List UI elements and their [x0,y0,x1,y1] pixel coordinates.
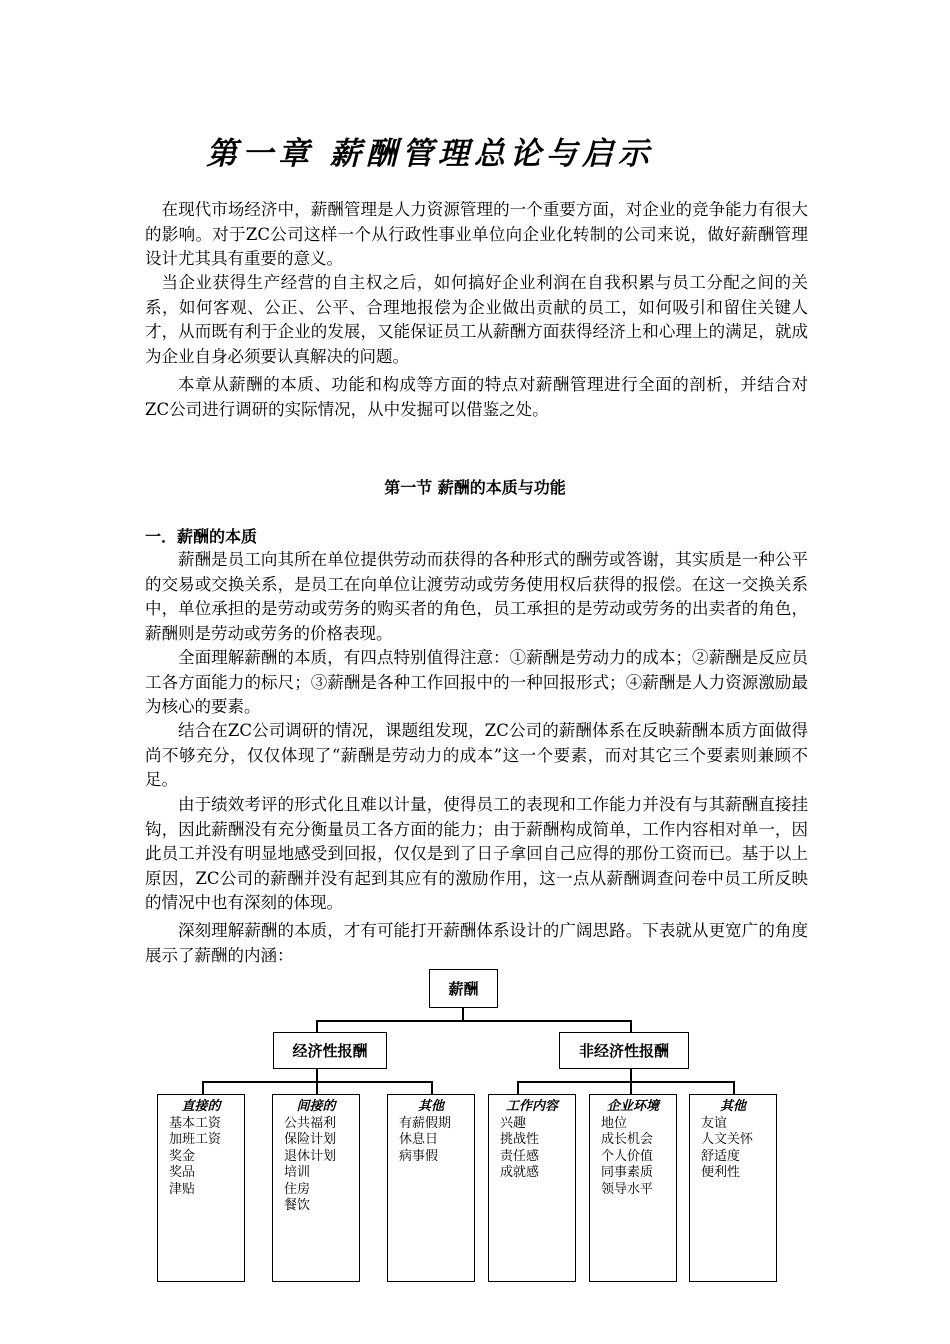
leaf-item: 挑战性 [500,1132,540,1147]
connector-leaf1-up [202,1081,204,1094]
leaf-item: 退休计划 [284,1148,337,1164]
diagram-economic-box: 经济性报酬 [273,1032,387,1069]
leaf-item: 餐饮 [284,1198,311,1213]
leaf-item: 同事素质 [601,1165,654,1180]
leaf-item: 有薪假期 [399,1115,452,1131]
intro-paragraph-3: 本章从薪酬的本质、功能和构成等方面的特点对薪酬管理进行全面的剖析，并结合对ZC公司进行调研的实际情况，从中发掘可以借鉴之处。 [145,375,808,419]
connector-noneconomic-up [630,1020,632,1032]
body-paragraph-5: 深刻理解薪酬的本质，才有可能打开薪酬体系设计的广阔思路。下表就从更宽广的角度展示了薪酬的内涵： [145,921,808,965]
leaf-item: 兴趣 [500,1115,527,1131]
connector-noneconomic-down [630,1068,632,1081]
leaf-item: 加班工资 [169,1132,222,1147]
leaf-item: 舒适度 [701,1148,741,1164]
connector-economic-up [316,1020,318,1032]
body-paragraph-2: 全面理解薪酬的本质，有四点特别值得注意：①薪酬是劳动力的成本；②薪酬是反应员工各方面能力的标尺；③薪酬是各种工作回报中的一种回报形式；④薪酬是人力资源激励最为核心的要素。 [145,648,808,716]
leaf-item: 地位 [601,1115,628,1131]
body-paragraph-1: 薪酬是员工向其所在单位提供劳动而获得的各种形式的酬劳或答谢，其实质是一种公平的交易或交换关系，是员工在向单位让渡劳动或劳务使用权后获得的报偿。在这一交换关系中，单位承担的是劳动或劳务的购买者的角色，员工承担的是劳动或劳务的出卖者的角色，薪酬则是劳动或劳务的价格表现。 [145,550,808,643]
leaf-item: 津贴 [169,1181,196,1197]
leaf-heading: 其他 [417,1099,444,1114]
connector-leaf4-up [517,1081,519,1094]
leaf-item: 领导水平 [601,1181,654,1197]
leaf-heading: 工作内容 [505,1099,558,1114]
leaf-item: 个人价值 [601,1148,654,1164]
body-paragraph-4: 由于绩效考评的形式化且难以计量，使得员工的表现和工作能力并没有与其薪酬直接挂钩，因此薪酬没有充分衡量员工各方面的能力；由于薪酬构成简单，工作内容相对单一，因此员工并没有明显地感受到回报，仅仅是到了日子拿回自己应得的那份工资而已。基于以上原因，ZC公司的薪酬并没有起到其应有的激励作用，这一点从薪酬调查问卷中员工所反映的情况中也有深刻的体现。 [145,795,808,912]
leaf-heading: 企业环境 [606,1099,659,1114]
connector-leaf6-up [733,1081,735,1094]
leaf-item: 住房 [284,1181,311,1197]
leaf-heading: 其他 [719,1099,746,1114]
connector-level1-bar [316,1020,631,1022]
leaf-heading: 直接的 [181,1099,221,1114]
leaf-item: 保险计划 [284,1132,337,1147]
leaf-item: 成就感 [500,1165,540,1180]
connector-economic-down [316,1068,318,1081]
diagram-leaf-environment [589,1094,677,1282]
leaf-item: 奖金 [169,1148,196,1164]
diagram-leaf-noneconomic-other [689,1094,777,1282]
intro-paragraph-2: 当企业获得生产经营的自主权之后，如何搞好企业利润在自我积累与员工分配之间的关系，如何客观、公正、公平、合理地报偿为企业做出贡献的员工，如何吸引和留住关键人才，从而既有利于企业的发展，又能保证员工从薪酬方面获得经济上和心理上的满足，就成为企业自身必须要认真解决的问题。 [145,273,808,366]
leaf-item: 人文关怀 [701,1132,754,1147]
page-title: 第一章 薪酬管理总论与启示 [206,136,654,172]
leaf-item: 成长机会 [601,1132,654,1147]
diagram-leaf-indirect [272,1094,360,1282]
connector-leaf2-up [316,1081,318,1094]
diagram-root-box: 薪酬 [429,969,498,1008]
leaf-item: 基本工资 [169,1115,222,1131]
intro-paragraph-1: 在现代市场经济中，薪酬管理是人力资源管理的一个重要方面，对企业的竞争能力有很大的影响。对于ZC公司这样一个从行政性事业单位向企业化转制的公司来说，做好薪酬管理设计尤其具有重要的意义。 [145,200,808,268]
leaf-heading: 间接的 [296,1099,336,1114]
diagram-leaf-job-content [488,1094,576,1282]
connector-leaf5-up [630,1081,632,1094]
leaf-item: 便利性 [701,1165,741,1180]
body-paragraph-3: 结合在ZC公司调研的情况，课题组发现，ZC公司的薪酬体系在反映薪酬本质方面做得尚不够充分，仅仅体现了“薪酬是劳动力的成本”这一个要素，而对其它三个要素则兼顾不足。 [145,721,808,789]
connector-noneconomic-bar [517,1081,734,1083]
connector-root-down [462,1007,464,1020]
leaf-item: 病事假 [399,1148,439,1164]
subsection-title: 一．薪酬的本质 [145,527,258,546]
diagram-leaf-direct [157,1094,245,1282]
section-title: 第一节 薪酬的本质与功能 [384,478,566,497]
leaf-item: 公共福利 [284,1115,337,1131]
diagram-noneconomic-box: 非经济性报酬 [559,1032,689,1069]
leaf-item: 友谊 [701,1115,728,1131]
leaf-item: 奖品 [169,1165,196,1180]
diagram-leaf-economic-other [387,1094,475,1282]
connector-leaf3-up [431,1081,433,1094]
leaf-item: 培训 [284,1165,311,1180]
leaf-item: 责任感 [500,1148,540,1164]
leaf-item: 休息日 [399,1132,439,1147]
